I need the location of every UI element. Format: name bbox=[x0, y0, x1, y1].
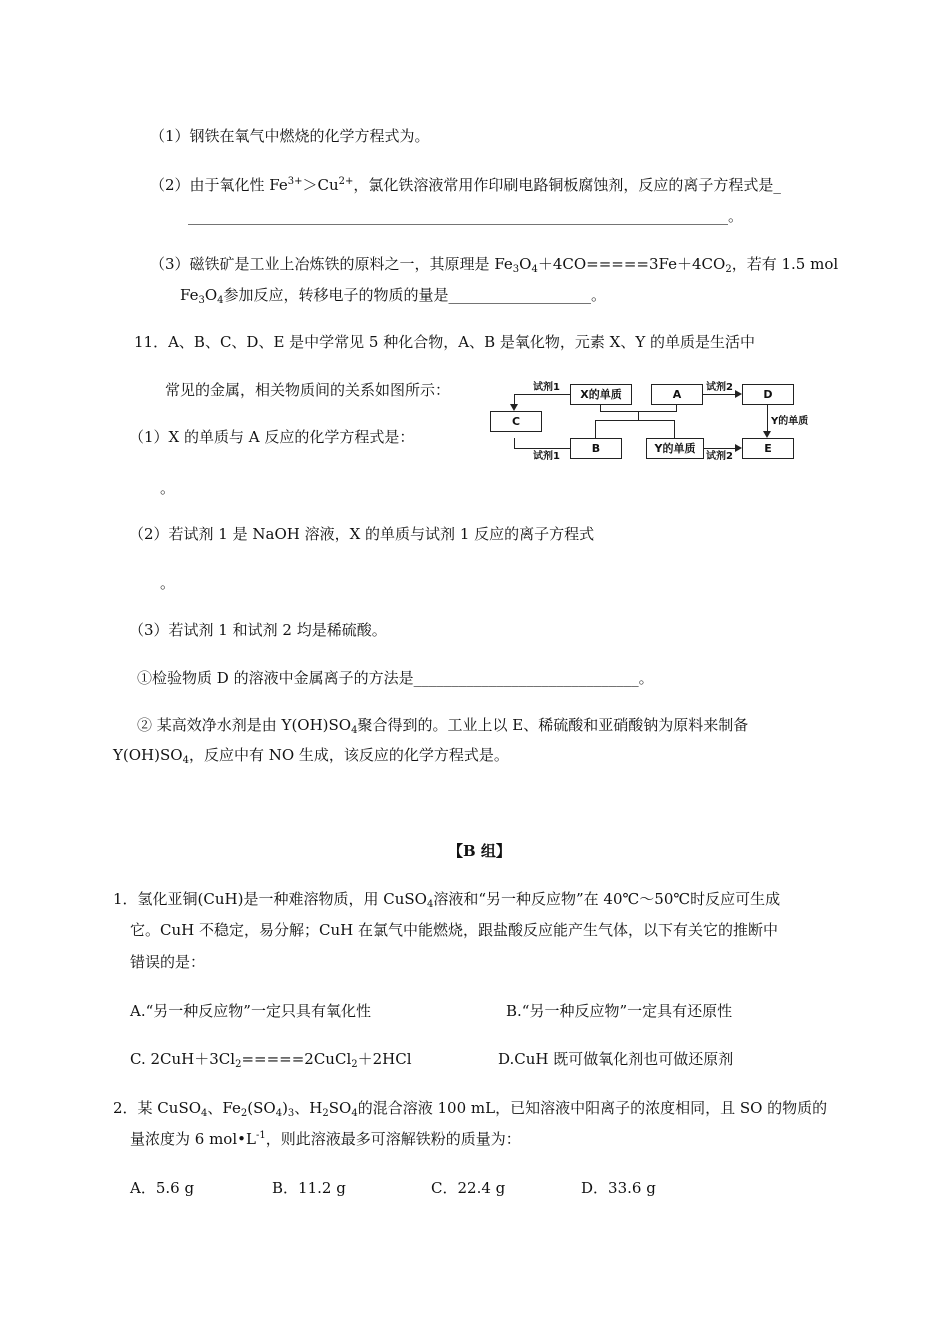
q11-stem2-text: 常见的金属，相关物质间的关系如图所示： bbox=[165, 381, 451, 399]
q11-sub3-ii-l2-a: Y(OH)SO bbox=[113, 746, 183, 764]
b-q1-line2 bbox=[130, 920, 778, 940]
b-q2-sub2: 2 bbox=[240, 1108, 248, 1119]
b-q1-line1 bbox=[113, 889, 780, 909]
b-q2-option-a-text: A．5.6 g bbox=[130, 1179, 195, 1197]
b-q1-c-a: C. 2CuH＋3Cl bbox=[130, 1050, 236, 1068]
line-x-to-c-down bbox=[514, 394, 515, 404]
q10-part3 bbox=[150, 254, 838, 274]
q10-part2 bbox=[150, 175, 781, 195]
b-q2-f: SO bbox=[328, 1099, 352, 1117]
bracket-to-y bbox=[674, 420, 675, 438]
q11-sub1-end-text: 。 bbox=[160, 479, 176, 497]
q11-stem1-text: 11．A、B、C、D、E 是中学常见 5 种化合物，A、B 是氧化物，元素 X、Y 的单质是生活中 bbox=[134, 333, 755, 351]
b-q1-l3-text: 错误的是： bbox=[130, 953, 206, 971]
b-q1-l1-b: 溶液和“另一种反应物”在 40℃～50℃时反应可生成 bbox=[433, 890, 781, 908]
q11-stem-line1 bbox=[134, 332, 755, 352]
b-q2-l2-a: 量浓度为 6 mol•L bbox=[130, 1130, 256, 1148]
arrow-to-c-top-icon bbox=[510, 404, 518, 411]
arrow-to-e-down-icon bbox=[763, 431, 771, 438]
q10-part3-sub1: 3 bbox=[512, 264, 520, 275]
q11-sub3-ii-line1 bbox=[137, 715, 748, 735]
q11-sub3-ii-l2-sub: 4 bbox=[182, 755, 189, 766]
b-q2-d: ) bbox=[282, 1099, 288, 1117]
b-q1-l1-sub: 4 bbox=[426, 899, 434, 910]
box-d: D bbox=[742, 384, 794, 405]
b-q2-option-b-text: B．11.2 g bbox=[272, 1179, 346, 1197]
b-q1-c-sub2: 2 bbox=[351, 1059, 358, 1070]
q11-sub2 bbox=[129, 524, 594, 544]
b-q1-l2-text: 它。CuH 不稳定，易分解；CuH 在氯气中能燃烧，跟盐酸反应能产生气体，以下有关它的推断中 bbox=[130, 921, 778, 939]
q10-part2-answer-line bbox=[188, 206, 743, 226]
b-q2-option-c bbox=[431, 1178, 505, 1198]
b-q1-option-a bbox=[130, 1001, 371, 1021]
q10-part3-l2-a: Fe bbox=[180, 286, 199, 304]
box-c: C bbox=[490, 411, 542, 432]
group-b-title: 【B 组】 bbox=[448, 842, 511, 860]
line-y-to-e bbox=[703, 448, 735, 449]
q11-sub3-ii-l2-b: ，反应中有 NO 生成，该反应的化学方程式是。 bbox=[188, 746, 509, 764]
b-q2-line1 bbox=[113, 1098, 827, 1118]
q10-part3-l2-c: 参加反应，转移电子的物质的量是___________________。 bbox=[223, 286, 607, 304]
q10-part2-c: ，氯化铁溶液常用作印刷电路铜板腐蚀剂，反应的离子方程式是_ bbox=[353, 176, 781, 194]
b-q2-sub1: 4 bbox=[201, 1108, 208, 1119]
q11-sub2-end-text: 。 bbox=[160, 574, 176, 592]
b-q1-option-b-text: B.“另一种反应物”一定具有还原性 bbox=[506, 1002, 733, 1020]
b-q1-line3 bbox=[130, 952, 205, 972]
q11-sub3-ii-sub: 4 bbox=[351, 725, 358, 736]
label-reagent2-top: 试剂2 bbox=[706, 382, 733, 393]
q10-part2-sup1: 3+ bbox=[287, 176, 303, 187]
q11-sub3-text: （3）若试剂 1 和试剂 2 均是稀硫酸。 bbox=[129, 621, 387, 639]
q10-part3-b: O bbox=[519, 255, 532, 273]
b-q2-sub3: 4 bbox=[275, 1108, 283, 1119]
q10-part3-d: ，若有 1.5 mol bbox=[731, 255, 839, 273]
q11-sub1-text: （1）X 的单质与 A 反应的化学方程式是： bbox=[129, 428, 415, 446]
q11-sub2-text: （2）若试剂 1 是 NaOH 溶液，X 的单质与试剂 1 反应的离子方程式 bbox=[129, 525, 595, 543]
b-q2-sub4: 3 bbox=[287, 1108, 295, 1119]
q10-part3-sub3: 2 bbox=[725, 264, 732, 275]
q10-part1-text: （1）钢铁在氧气中燃烧的化学方程式为。 bbox=[150, 127, 430, 145]
q11-sub3-ii-line2 bbox=[113, 745, 509, 765]
q11-sub3 bbox=[129, 620, 387, 640]
label-reagent1-bottom: 试剂1 bbox=[533, 451, 560, 462]
q10-part3-line2 bbox=[180, 285, 606, 305]
q11-sub2-end bbox=[160, 573, 175, 593]
box-b: B bbox=[570, 438, 622, 459]
line-d-to-e bbox=[767, 404, 768, 431]
q10-part1 bbox=[150, 126, 430, 146]
line-x-to-c bbox=[514, 394, 570, 395]
b-q2-a: 2．某 CuSO bbox=[113, 1099, 202, 1117]
q10-part3-c: ＋4CO=====3Fe＋4CO bbox=[537, 255, 726, 273]
b-q2-c: (SO bbox=[247, 1099, 276, 1117]
b-q2-l2-b: ，则此溶液最多可溶解铁粉的质量为： bbox=[265, 1130, 521, 1148]
b-q1-option-b bbox=[506, 1001, 732, 1021]
b-q1-option-a-text: A.“另一种反应物”一定只具有氧化性 bbox=[130, 1002, 371, 1020]
b-q1-option-d-text: D.CuH 既可做氧化剂也可做还原剂 bbox=[498, 1050, 734, 1068]
bracket-bottom-bar bbox=[595, 420, 675, 421]
q10-part3-sub2: 4 bbox=[531, 264, 538, 275]
b-q2-sub5: 2 bbox=[322, 1108, 329, 1119]
q10-part3-l2-sub1: 3 bbox=[198, 295, 205, 306]
b-q1-option-c bbox=[130, 1049, 412, 1069]
label-y-element: Y的单质 bbox=[771, 416, 809, 427]
q10-part3-l2-sub2: 4 bbox=[217, 295, 224, 306]
label-reagent1-top: 试剂1 bbox=[533, 382, 560, 393]
q11-sub3-i-text: ①检验物质 D 的溶液中金属离子的方法是______________________________。 bbox=[137, 669, 654, 687]
q11-sub3-ii-b: 聚合得到的。工业上以 E、稀硫酸和亚硝酸钠为原料来制备 bbox=[357, 716, 749, 734]
q11-stem-line2 bbox=[165, 380, 450, 400]
b-q2-option-d-text: D．33.6 g bbox=[581, 1179, 656, 1197]
b-q1-option-d bbox=[498, 1049, 733, 1069]
q11-sub3-i bbox=[137, 668, 654, 688]
b-q2-option-c-text: C．22.4 g bbox=[431, 1179, 506, 1197]
q10-part3-l2-b: O bbox=[204, 286, 218, 304]
q10-part2-b: ＞Cu bbox=[302, 176, 339, 194]
b-q2-line2 bbox=[130, 1129, 521, 1149]
b-q1-c-b: =====2CuCl bbox=[241, 1050, 352, 1068]
line-a-to-d bbox=[702, 394, 735, 395]
b-q2-option-d bbox=[581, 1178, 656, 1198]
b-q2-option-a bbox=[130, 1178, 194, 1198]
b-q1-c-c: ＋2HCl bbox=[357, 1050, 412, 1068]
label-reagent2-bottom: 试剂2 bbox=[706, 451, 733, 462]
box-y-element: Y的单质 bbox=[646, 438, 704, 459]
q10-part3-a: （3）磁铁矿是工业上冶炼铁的原料之一，其原理是 Fe bbox=[150, 255, 513, 273]
b-q1-c-sub1: 2 bbox=[235, 1059, 242, 1070]
q11-sub1-end bbox=[160, 478, 175, 498]
b-q2-option-b bbox=[272, 1178, 346, 1198]
b-q1-l1-a: 1．氢化亚铜(CuH)是一种难溶物质，用 CuSO bbox=[113, 890, 427, 908]
line-b-to-c-up bbox=[514, 438, 515, 449]
box-a: A bbox=[651, 384, 703, 405]
q10-part2-sup2: 2+ bbox=[338, 176, 354, 187]
bracket-to-b bbox=[595, 420, 596, 438]
b-q2-e: 、H bbox=[294, 1099, 323, 1117]
q10-part2-blank: ________________________________________________________________________。 bbox=[188, 207, 744, 225]
b-q2-b: 、Fe bbox=[207, 1099, 241, 1117]
bracket-center-down bbox=[638, 411, 639, 420]
q10-part2-a: （2）由于氧化性 Fe bbox=[150, 176, 288, 194]
arrow-to-d-icon bbox=[735, 390, 742, 398]
line-b-to-c bbox=[514, 448, 570, 449]
box-x-element: X的单质 bbox=[570, 384, 632, 405]
b-q2-g: 的混合溶液 100 mL，已知溶液中阳离子的浓度相同，且 SO 的物质的 bbox=[357, 1099, 828, 1117]
b-q2-sub6: 4 bbox=[351, 1108, 358, 1119]
q11-sub1 bbox=[129, 427, 414, 447]
arrow-to-e-icon bbox=[735, 444, 742, 452]
box-e: E bbox=[742, 438, 794, 459]
q11-sub3-ii-a: ② 某高效净水剂是由 Y(OH)SO bbox=[137, 716, 352, 734]
b-q2-l2-sup: -1 bbox=[255, 1130, 266, 1141]
